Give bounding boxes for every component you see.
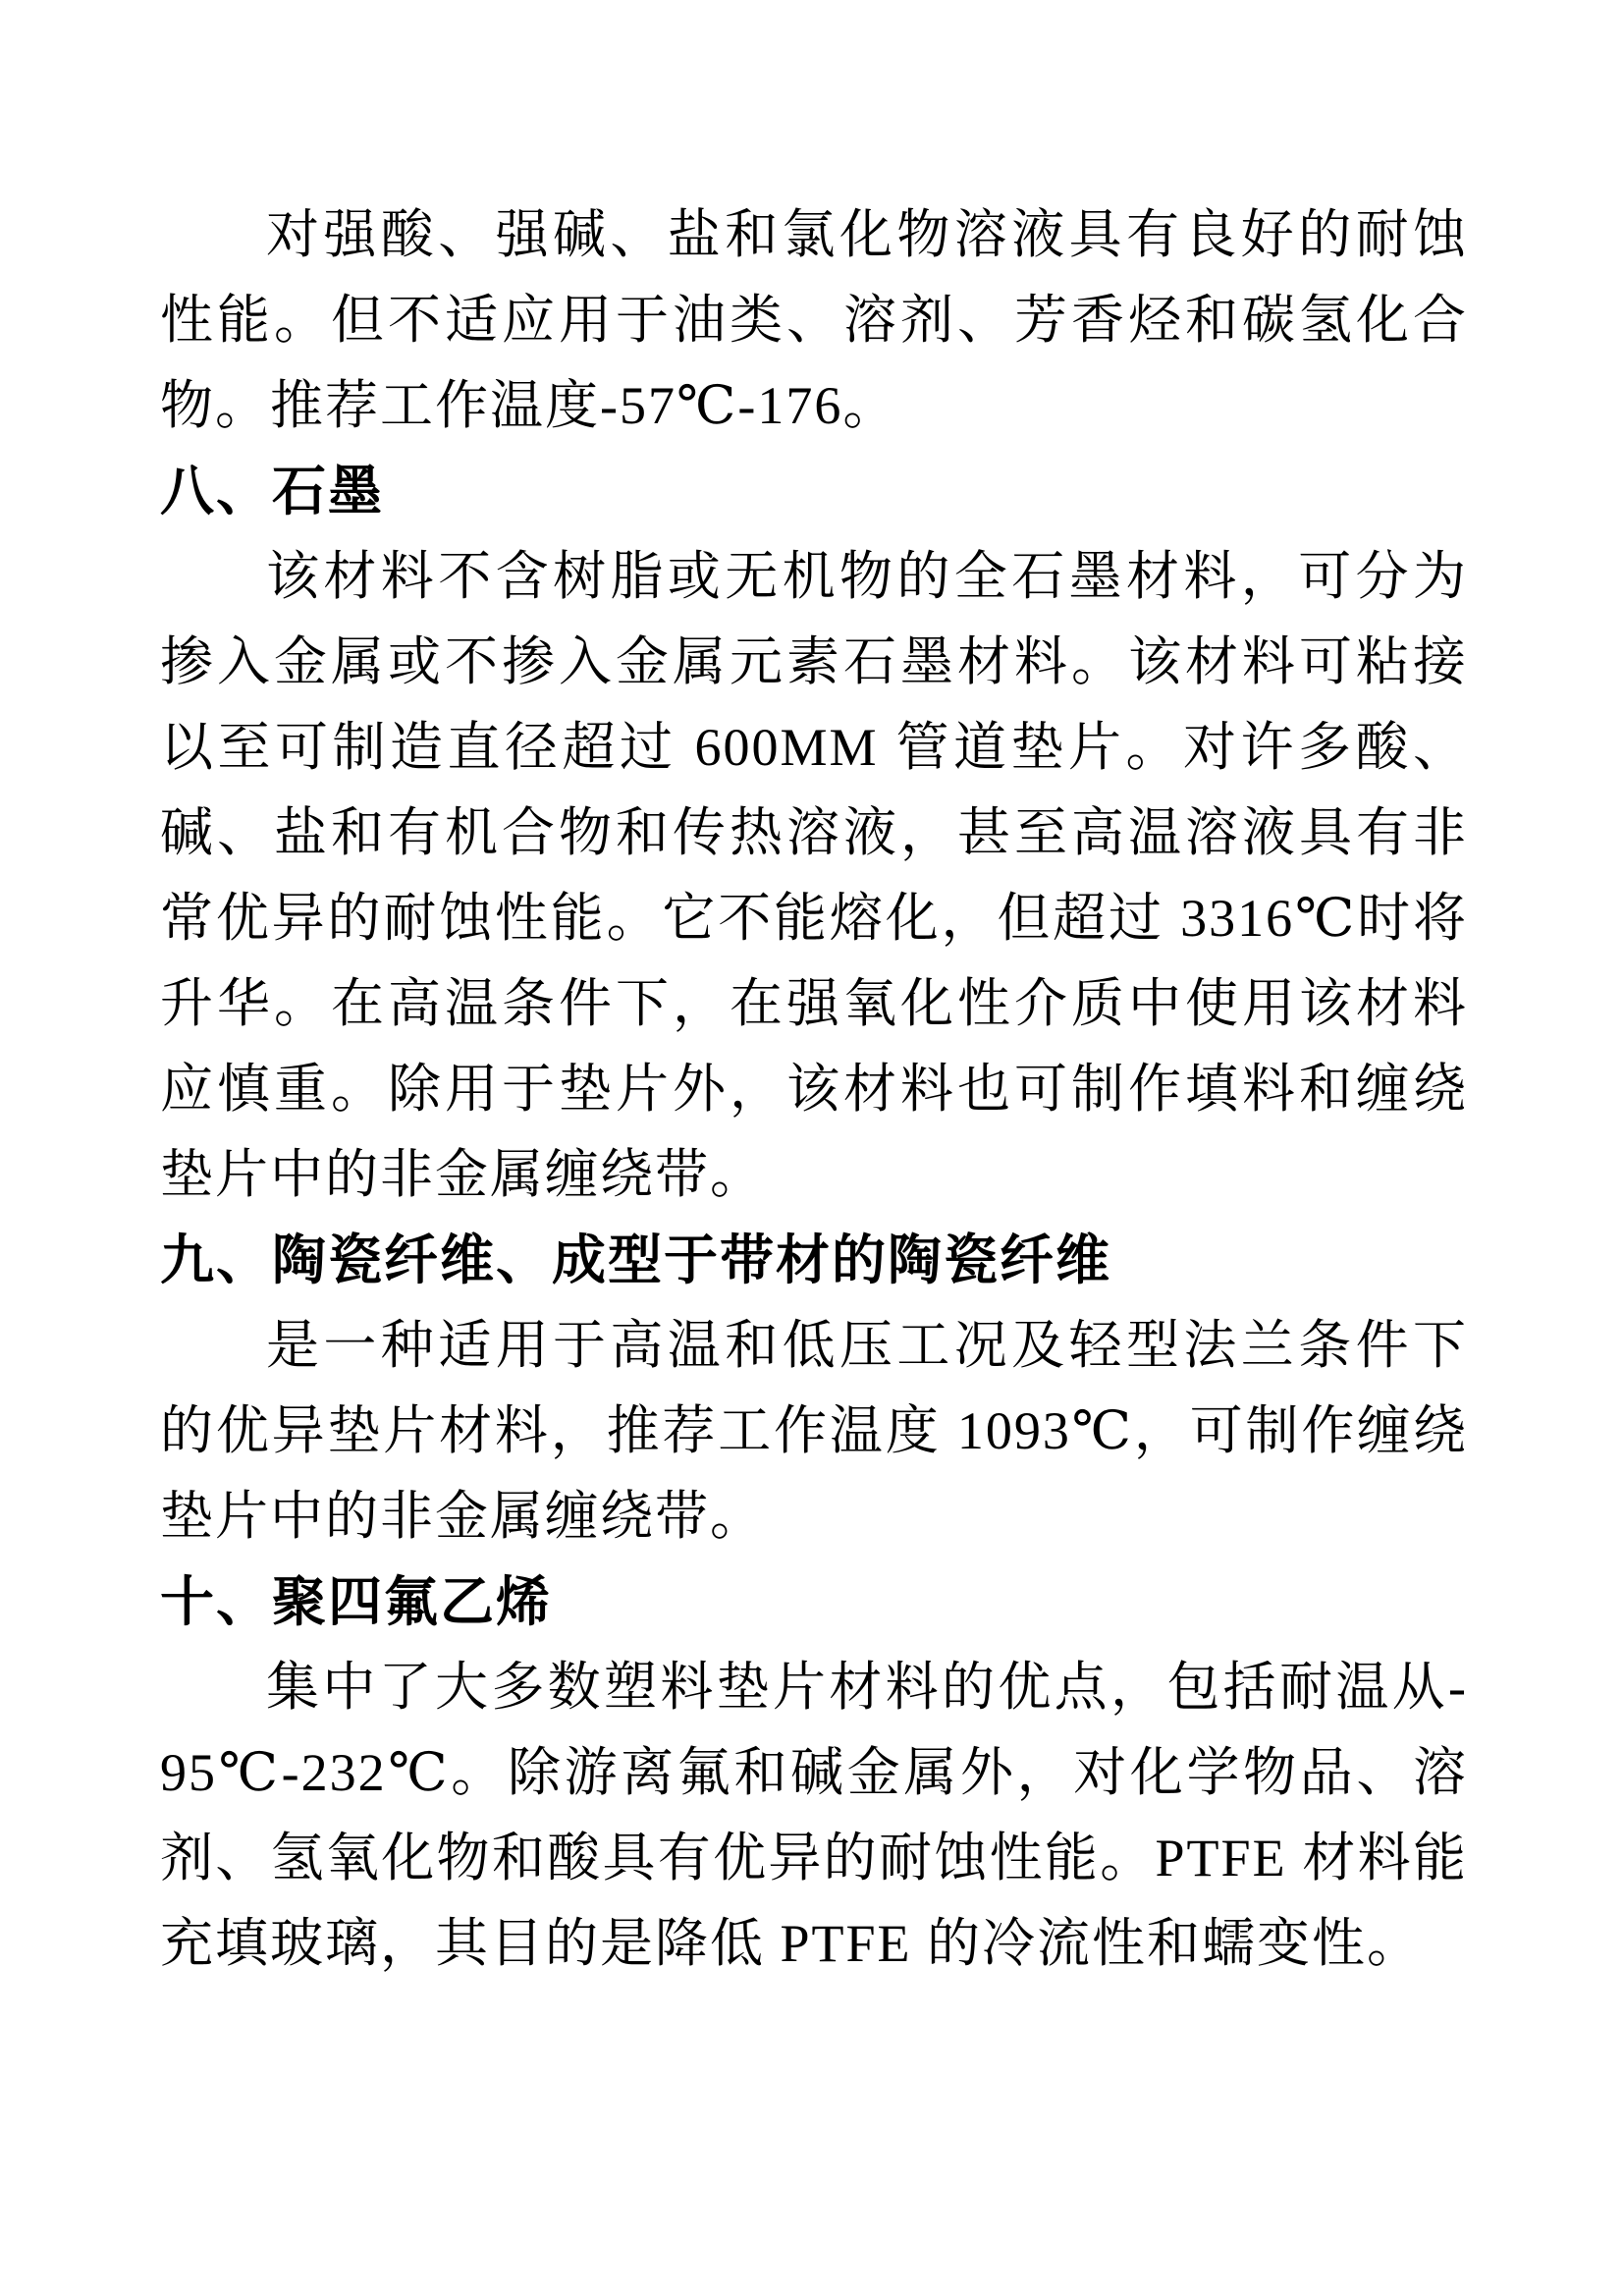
paragraph-corrosion-resistance: 对强酸、强碱、盐和氯化物溶液具有良好的耐蚀性能。但不适应用于油类、溶剂、芳香烃和碳氢化合物。推荐工作温度-57℃-176。 — [160, 205, 1468, 435]
document-content — [160, 192, 1468, 1987]
paragraph-ceramic-fiber: 是一种适用于高温和低压工况及轻型法兰条件下的优异垫片材料，推荐工作温度 1093℃，可制作缠绕垫片中的非金属缠绕带。 — [160, 1316, 1468, 1546]
paragraph-graphite: 该材料不含树脂或无机物的全石墨材料，可分为掺入金属或不掺入金属元素石墨材料。该材料可粘接以至可制造直径超过 600MM 管道垫片。对许多酸、碱、盐和有机合物和传热溶液，甚至高温溶液具有非常优异的耐蚀性能。它不能熔化，但超过 3316℃时将升华。在高温条件下，在强氧化性介质中使用该材料应慎重。除用于垫片外，该材料也可制作填料和缠绕垫片中的非金属缠绕带。 — [160, 547, 1468, 1204]
section-heading-ptfe: 十、聚四氟乙烯 — [160, 1572, 553, 1632]
section-heading-graphite: 八、石墨 — [160, 462, 385, 521]
paragraph-ptfe: 集中了大多数塑料垫片材料的优点，包括耐温从-95℃-232℃。除游离氟和碱金属外，对化学物品、溶剂、氢氧化物和酸具有优异的耐蚀性能。PTFE 材料能充填玻璃，其目的是降低 PTFE 的冷流性和蠕变性。 — [160, 1658, 1468, 1973]
section-heading-ceramic-fiber: 九、陶瓷纤维、成型于带材的陶瓷纤维 — [160, 1230, 1112, 1290]
